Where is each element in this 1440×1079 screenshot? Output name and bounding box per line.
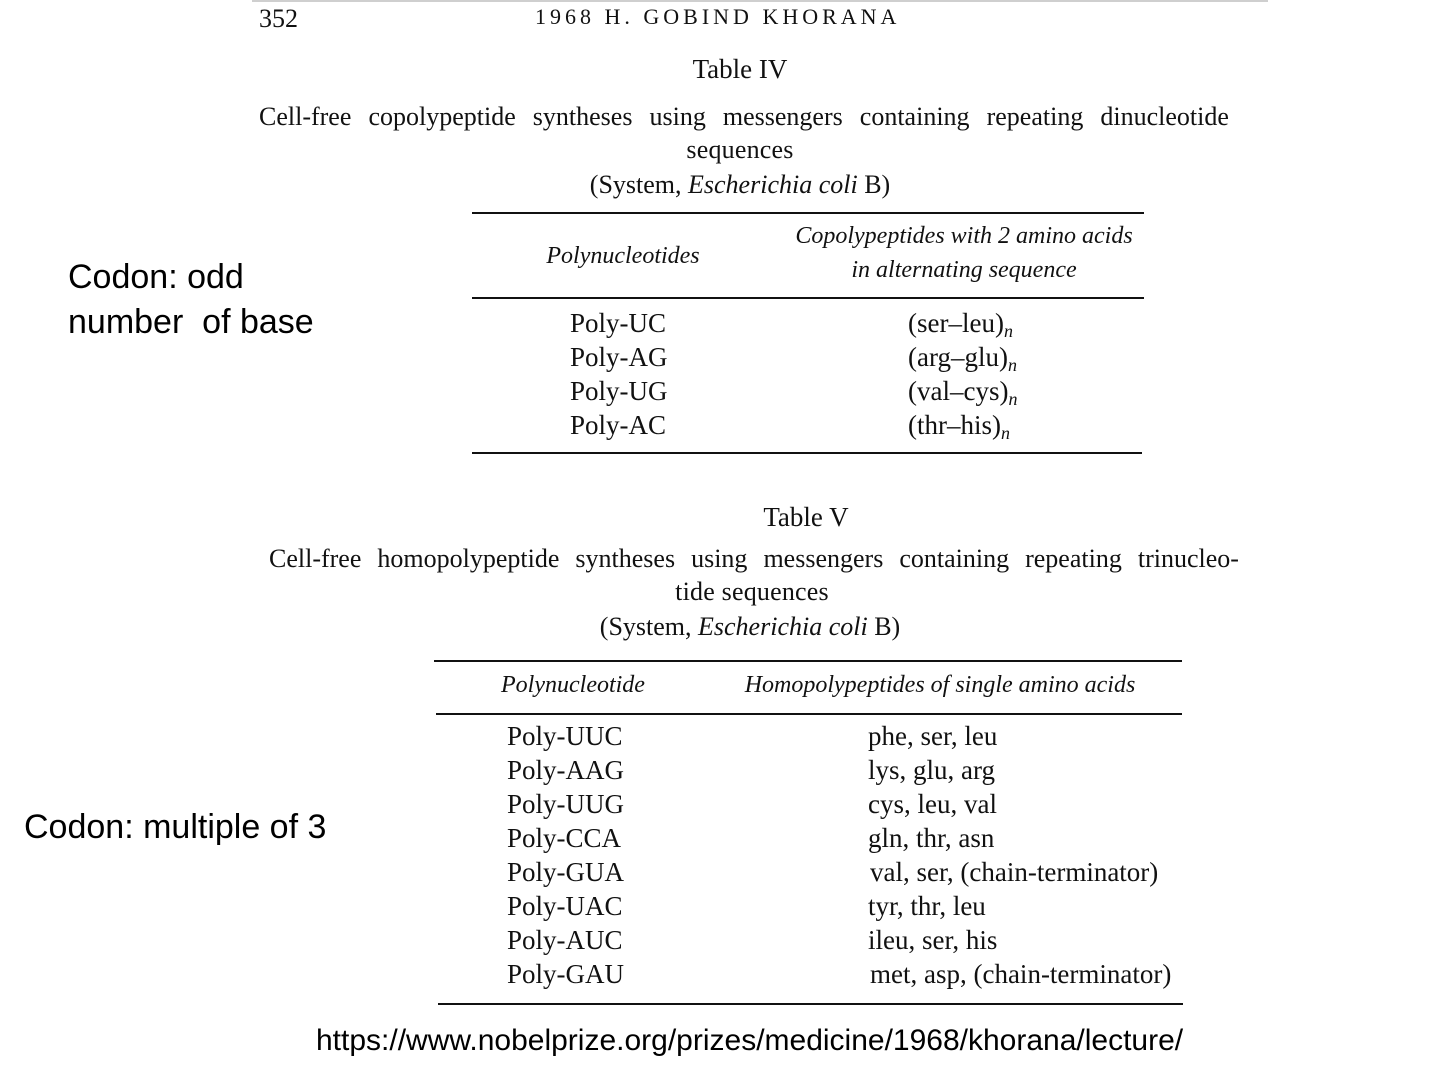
caption-word: syntheses bbox=[575, 544, 676, 573]
subscript-n: n bbox=[1007, 355, 1017, 375]
table-row-homopolypeptides: ileu, ser, his bbox=[868, 925, 998, 955]
table5-caption-line2: tide sequences bbox=[675, 577, 829, 606]
table-row-poly: Poly-AAG bbox=[507, 755, 625, 785]
table5-system-prefix: (System, bbox=[599, 612, 699, 641]
table4-bottom-rule bbox=[472, 452, 1142, 454]
subscript-n: n bbox=[1008, 389, 1018, 409]
caption-word: containing bbox=[859, 102, 970, 131]
table-row-poly: Poly-UUC bbox=[507, 721, 623, 751]
caption-word: Cell-free bbox=[269, 544, 362, 573]
table-row-homopolypeptides: cys, leu, val bbox=[868, 789, 997, 819]
table4-title: Table IV bbox=[692, 54, 788, 84]
table4-system-line bbox=[540, 170, 940, 200]
table-row-copolypeptide bbox=[908, 306, 1013, 340]
table4-system-organism: Escherichia coli bbox=[688, 170, 858, 199]
caption-word: using bbox=[649, 102, 706, 131]
table5-system-suffix: B) bbox=[867, 612, 901, 641]
running-head: 1968 H. GOBIND KHORANA bbox=[535, 4, 901, 29]
subscript-n: n bbox=[1003, 321, 1013, 341]
table-row-poly: Poly-UAC bbox=[507, 891, 623, 921]
caption-word: syntheses bbox=[532, 102, 633, 131]
table-row-homopolypeptides: val, ser, (chain-terminator) bbox=[870, 857, 1159, 887]
table5-top-rule bbox=[434, 660, 1182, 662]
caption-word: Cell-free bbox=[259, 102, 352, 131]
table5-col1-header: Polynucleotide bbox=[501, 672, 645, 698]
table5-header-rule bbox=[436, 713, 1182, 715]
table-row-poly: Poly-AG bbox=[570, 342, 668, 372]
caption-word: messengers bbox=[722, 102, 843, 131]
table-row-poly: Poly-GUA bbox=[507, 857, 625, 887]
table4-caption-line1 bbox=[259, 102, 1229, 132]
caption-word: repeating bbox=[986, 102, 1084, 131]
table-row-poly: Poly-AUC bbox=[507, 925, 623, 955]
caption-word: dinucleotide bbox=[1100, 102, 1229, 131]
caption-word: messengers bbox=[763, 544, 884, 573]
table-row-poly: Poly-UC bbox=[570, 308, 667, 338]
copolypeptide-text: (thr–his) bbox=[908, 410, 1001, 440]
annotation-odd-line2: number of base bbox=[68, 303, 314, 341]
table-row-copolypeptide bbox=[908, 340, 1017, 374]
annotation-odd-line1: Codon: odd bbox=[68, 258, 244, 296]
table4-system-suffix: B) bbox=[857, 170, 891, 199]
caption-word: using bbox=[691, 544, 748, 573]
table-row-poly: Poly-UG bbox=[570, 376, 668, 406]
table-row-homopolypeptides: phe, ser, leu bbox=[868, 721, 998, 751]
caption-word: copolypeptide bbox=[368, 102, 516, 131]
table-row-poly: Poly-GAU bbox=[507, 959, 625, 989]
table5-title: Table V bbox=[763, 502, 849, 532]
source-url[interactable]: https://www.nobelprize.org/prizes/medicine/1968/khorana/lecture/ bbox=[316, 1024, 1184, 1057]
table-row-copolypeptide bbox=[908, 374, 1017, 408]
caption-word: trinucleo- bbox=[1137, 544, 1239, 573]
table4-caption-line2: sequences bbox=[686, 135, 794, 164]
table5-bottom-rule bbox=[438, 1003, 1183, 1005]
table4-col2-header-line2: in alternating sequence bbox=[851, 257, 1077, 283]
table4-col1-header: Polynucleotides bbox=[546, 243, 700, 269]
table-row-poly: Poly-UUG bbox=[507, 789, 625, 819]
table-row-poly: Poly-AC bbox=[570, 410, 667, 440]
top-rule bbox=[252, 0, 1268, 2]
subscript-n: n bbox=[1000, 423, 1010, 443]
copolypeptide-text: (val–cys) bbox=[908, 376, 1009, 406]
table-row-homopolypeptides: gln, thr, asn bbox=[868, 823, 995, 853]
page-number: 352 bbox=[259, 4, 298, 33]
caption-word: containing bbox=[899, 544, 1010, 573]
table4-top-rule bbox=[472, 212, 1144, 214]
copolypeptide-text: (arg–glu) bbox=[908, 342, 1008, 372]
table5-caption-line1 bbox=[269, 544, 1239, 574]
table-row-homopolypeptides: tyr, thr, leu bbox=[868, 891, 986, 921]
table5-system-organism: Escherichia coli bbox=[698, 612, 868, 641]
caption-word: homopolypeptide bbox=[377, 544, 560, 573]
table5-col2-header: Homopolypeptides of single amino acids bbox=[744, 672, 1136, 698]
table4-col2-header-line1: Copolypeptides with 2 amino acids bbox=[795, 223, 1133, 249]
table-row-poly: Poly-CCA bbox=[507, 823, 622, 853]
table-row-homopolypeptides: lys, glu, arg bbox=[868, 755, 995, 785]
table4-header-rule bbox=[472, 297, 1144, 299]
table-row-copolypeptide bbox=[908, 408, 1010, 442]
table4-system-prefix: (System, bbox=[589, 170, 689, 199]
table5-system-line bbox=[550, 612, 950, 642]
copolypeptide-text: (ser–leu) bbox=[908, 308, 1004, 338]
caption-word: repeating bbox=[1025, 544, 1122, 573]
annotation-multiple-of-3: Codon: multiple of 3 bbox=[24, 808, 327, 846]
table-row-homopolypeptides: met, asp, (chain-terminator) bbox=[870, 959, 1172, 989]
